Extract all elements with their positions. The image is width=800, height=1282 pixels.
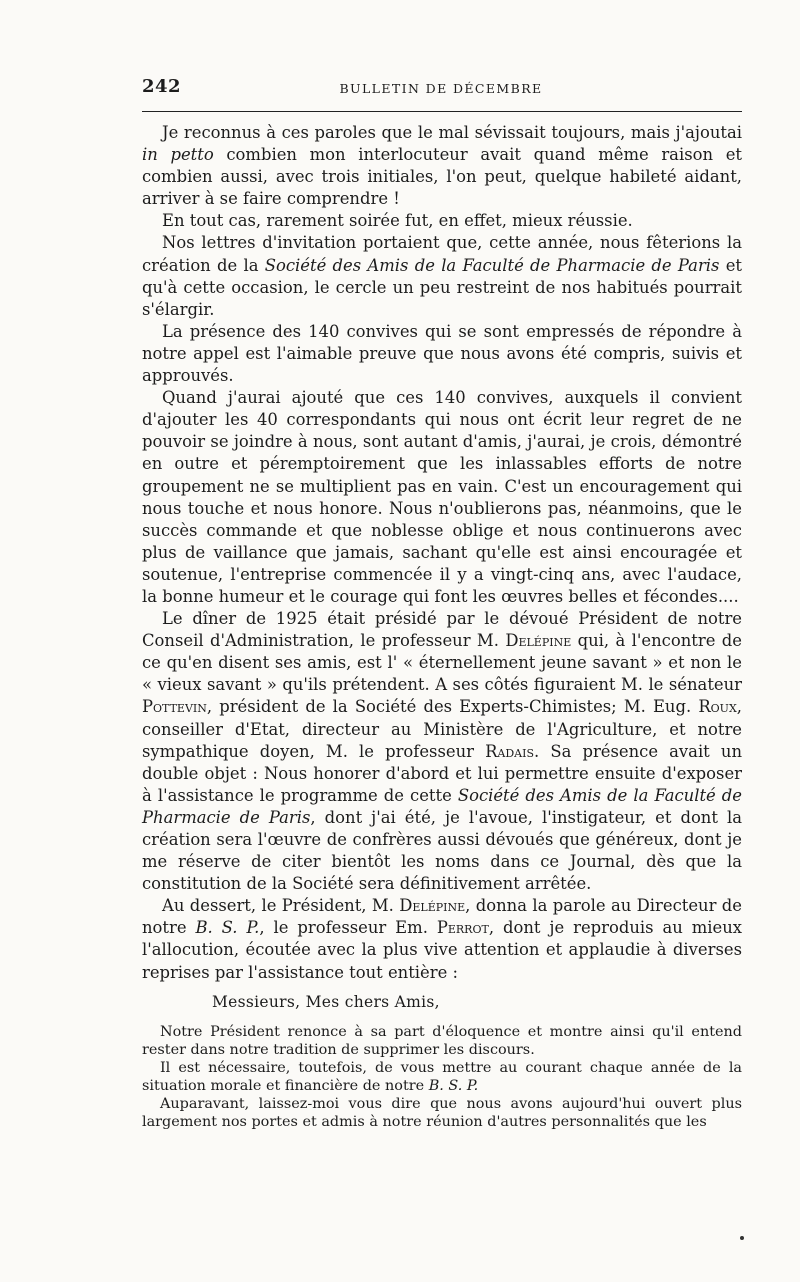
text-span: Auparavant, laissez-moi vous dire que nous avons aujourd'hui ouvert plus largement nos portes et admis à notre réunion d'autres personnalités que les bbox=[142, 1096, 742, 1130]
text-span: . Sa présence avait un double objet : Nous honorer d'abord et lui permettre ensuite d'exposer à l'assistance le programme de cette bbox=[142, 741, 742, 805]
text-span: , le professeur Em. bbox=[259, 918, 437, 938]
small-caps-name: Pottevin bbox=[142, 697, 207, 717]
italic-span: B. S. P. bbox=[195, 918, 260, 938]
italic-span: B. S. P. bbox=[428, 1077, 479, 1094]
page-number: 242 bbox=[142, 76, 182, 97]
text-span: , donna la parole au Directeur de notre bbox=[142, 896, 742, 938]
page-header bbox=[142, 76, 740, 106]
running-title: BULLETIN DE DÉCEMBRE bbox=[339, 81, 543, 96]
italic-span: Société des Amis de la Faculté de Pharmacie de Paris bbox=[264, 255, 720, 275]
salutation: Messieurs, Mes chers Amis, bbox=[212, 993, 440, 1011]
text-span: Au dessert, le Président, M. bbox=[162, 896, 400, 916]
small-caps-name: Radais bbox=[485, 741, 535, 761]
text-span: , conseiller d'Etat, directeur au Ministère de l'Agriculture, et notre sympathique doyen, M. le professeur bbox=[142, 697, 742, 761]
text-span: Je reconnus à ces paroles que le mal sévissait toujours, mais j'ajoutai bbox=[162, 123, 742, 142]
body-paragraph bbox=[142, 210, 742, 232]
text-span: et qu'à cette occasion, le cercle un peu restreint de nos habitués pourrait s'élargir. bbox=[142, 255, 742, 319]
body-paragraph bbox=[142, 387, 742, 608]
small-caps-name: Perrot bbox=[436, 918, 489, 938]
print-speck bbox=[740, 1236, 744, 1240]
text-span: En tout cas, rarement soirée fut, en effet, mieux réussie. bbox=[162, 211, 633, 231]
small-caps-name: Roux bbox=[698, 697, 737, 717]
speech-paragraph bbox=[142, 1024, 742, 1059]
body-paragraph bbox=[142, 122, 742, 210]
speech-paragraph bbox=[142, 1060, 742, 1095]
text-span: La présence des 140 convives qui se sont empressés de répondre à notre appel est l'aimable preuve que nous avons été compris, suivis et approuvés. bbox=[142, 321, 742, 386]
body-text bbox=[142, 122, 742, 984]
text-span: Quand j'aurai ajouté que ces 140 convives, auxquels il convient d'ajouter les 40 correspondants qui nous ont écrit leur regret de ne pouvoir se joindre à nous, sont autant d'amis, j'aurai, je crois, démontré en outre et péremptoirement que les inlassables efforts de notre groupement ne se multiplient pas en vain. C'est un encouragement qui nous touche et nous honore. Nous n'oublierons pas, néanmoins, que le succès commande et que noblesse oblige et nous continuerons avec plus de vaillance que jamais, sachant qu'elle est ainsi encouragée et soutenue, l'entreprise commencée il y a vingt-cinq ans, avec l'audace, la bonne humeur et le courage qui font les œuvres belles et fécondes.... bbox=[142, 388, 742, 606]
text-span: combien mon interlocuteur avait quand même raison et combien aussi, avec trois initiales, l'on peut, quelque habileté aidant, arriver à se faire comprendre ! bbox=[142, 145, 742, 209]
text-span: Nos lettres d'invitation portaient que, cette année, nous fêterions la création de la bbox=[142, 233, 742, 275]
body-paragraph bbox=[142, 608, 742, 895]
italic-span: in petto bbox=[142, 145, 214, 165]
body-paragraph bbox=[142, 321, 742, 387]
small-caps-name: Delépine bbox=[505, 631, 572, 651]
text-span: , président de la Société des Experts-Chimistes; M. Eug. bbox=[206, 697, 699, 717]
body-paragraph bbox=[142, 232, 742, 320]
body-paragraph bbox=[142, 895, 742, 983]
text-span: , dont je reproduis au mieux l'allocution, écoutée avec la plus vive attention et applaudie à diverses reprises par l'assistance tout entière : bbox=[142, 918, 743, 982]
text-span: qui, à l'encontre de ce qu'en disent ses amis, est l' « éternellement jeune savant » et non le « vieux savant » qu'ils prétendent. A ses côtés figuraient M. le sénateur bbox=[142, 631, 742, 695]
speech-text bbox=[142, 1024, 742, 1133]
text-span: Il est nécessaire, toutefois, de vous mettre au courant chaque année de la situation morale et financière de notre bbox=[142, 1060, 742, 1094]
small-caps-name: Delépine bbox=[399, 896, 466, 916]
speech-paragraph bbox=[142, 1096, 742, 1131]
italic-span: Société des Amis de la Faculté de Pharmacie de Paris bbox=[142, 785, 742, 827]
header-rule bbox=[142, 111, 742, 112]
text-span: Notre Président renonce à sa part d'éloquence et montre ainsi qu'il entend rester dans notre tradition de supprimer les discours. bbox=[142, 1024, 742, 1058]
text-span: Le dîner de 1925 était présidé par le dévoué Président de notre Conseil d'Administration, le professeur M. bbox=[142, 609, 742, 651]
text-span: , dont j'ai été, je l'avoue, l'instigateur, et dont la création sera l'œuvre de confrères aussi dévoués que généreux, dont je me réserve de citer bientôt les noms dans ce Journal, dès que la constitution de la Société sera définitivement arrêtée. bbox=[142, 807, 742, 894]
